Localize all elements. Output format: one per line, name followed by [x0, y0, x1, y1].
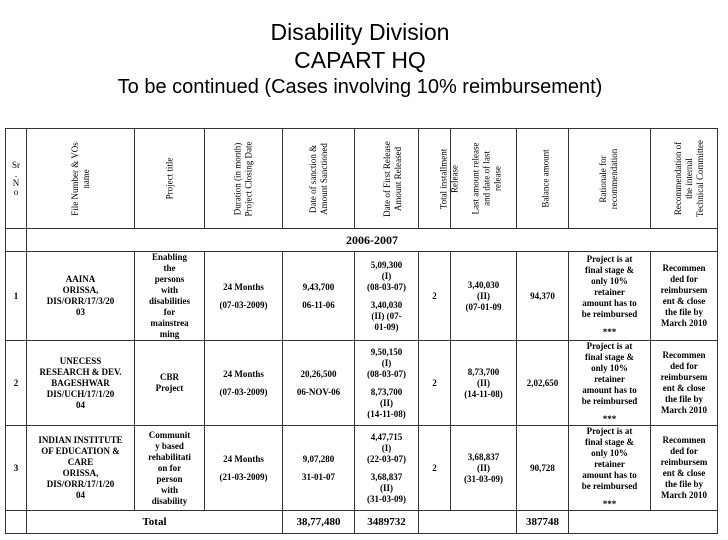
- project-title-line: the: [163, 263, 176, 273]
- sanction-date: 06-NOV-06: [296, 386, 341, 397]
- cell-file-number: [27, 341, 135, 426]
- file-number-line: CARE: [67, 457, 94, 467]
- header-last-amount-line: and date of last: [481, 151, 492, 206]
- recommendation-line: the file by: [665, 479, 703, 489]
- first-release-a-line: (22-03-07): [367, 453, 406, 464]
- recommendation-line: reimbursem: [660, 372, 708, 382]
- cell-sr-no: 2: [6, 341, 27, 426]
- file-number-line: 04: [76, 490, 85, 500]
- rationale-mark: ***: [602, 414, 617, 424]
- header-total-installment-line: Total installment: [438, 148, 449, 209]
- project-title-line: CBR: [159, 372, 179, 382]
- recommendation-line: reimbursem: [660, 457, 708, 467]
- header-rationale-line: Rationale for: [598, 154, 609, 203]
- recommendation-line: ent & close: [662, 383, 706, 393]
- first-release-b-line: 3,68,837: [370, 471, 403, 482]
- cell-sr-no: 1: [6, 252, 27, 341]
- spacer: [205, 293, 282, 300]
- duration-months: 24 Months: [223, 453, 264, 464]
- cell-rationale: [569, 426, 651, 511]
- rationale-line: amount has to: [582, 298, 637, 308]
- cell-first-release: [355, 426, 419, 511]
- recommendation-line: ded for: [670, 274, 698, 284]
- spacer: [569, 492, 650, 499]
- rationale-line: amount has to: [582, 470, 637, 480]
- header-project-title-line: Project title: [164, 157, 174, 200]
- rationale-line: Project is at: [586, 426, 633, 436]
- cell-duration: [205, 426, 283, 511]
- last-release-line: 3,68,837: [467, 451, 500, 462]
- last-release-line: 3,40,030: [467, 279, 500, 290]
- cell-rationale: [569, 252, 651, 341]
- first-release-a-line: (08-03-07): [367, 281, 406, 292]
- table-row: [6, 341, 718, 426]
- file-number-line: RESEARCH & DEV.: [39, 366, 122, 377]
- header-last-amount-line: release: [492, 166, 503, 191]
- cell-recommendation: [651, 252, 718, 341]
- total-label: Total: [27, 511, 283, 534]
- rationale-line: Project is at: [586, 341, 633, 351]
- first-release-b-line: (14-11-08): [367, 408, 406, 419]
- spacer: [355, 465, 418, 472]
- recommendation-line: Recommen: [662, 263, 706, 273]
- file-number-line: 03: [76, 307, 85, 317]
- header-rationale: [569, 129, 651, 229]
- recommendation-line: reimbursem: [660, 285, 708, 295]
- rationale-line: only 10%: [591, 363, 628, 373]
- rationale-line: Project is at: [586, 254, 633, 264]
- file-number-line: INDIAN INSTITUTE: [38, 435, 123, 445]
- spacer: [205, 465, 282, 472]
- duration-months: 24 Months: [223, 368, 264, 379]
- file-number-line: ORISSA,: [62, 468, 99, 478]
- cases-table: [5, 128, 718, 534]
- recommendation-line: March 2010: [660, 490, 708, 500]
- sanction-amount: 9,43,700: [302, 281, 335, 292]
- spacer: [205, 380, 282, 387]
- cell-first-release: [355, 252, 419, 341]
- header-recommendation: [651, 129, 718, 229]
- recommendation-line: March 2010: [660, 318, 708, 328]
- header-project-title: [135, 129, 205, 229]
- sanction-date: 31-01-07: [302, 471, 335, 482]
- rationale-mark: ***: [602, 327, 617, 337]
- first-release-b-line: (II) (07-: [371, 310, 402, 321]
- total-row: [6, 511, 718, 534]
- recommendation-line: the file by: [665, 394, 703, 404]
- total-sanctioned: 38,77,480: [283, 511, 355, 534]
- title-office: CAPART HQ: [294, 47, 426, 73]
- file-number-line: 04: [76, 399, 85, 410]
- last-release-line: (07-01-09: [465, 301, 502, 312]
- rationale-line: retainer: [594, 374, 625, 384]
- header-last-amount: [451, 129, 517, 229]
- sanction-date: 06-11-06: [302, 299, 335, 310]
- header-total-installment-line: Release: [449, 164, 460, 193]
- header-first-release-line: Amount Released: [392, 146, 403, 211]
- total-blank-cell: [419, 511, 517, 534]
- rationale-mark: ***: [602, 499, 617, 509]
- file-number-line: ORISSA,: [62, 285, 99, 295]
- project-title-line: disabilities: [148, 296, 190, 306]
- project-title-line: y based: [155, 440, 184, 451]
- rationale-line: be reimbursed: [581, 396, 638, 406]
- closing-date: (21-03-2009): [219, 471, 268, 482]
- duration-months: 24 Months: [223, 281, 264, 292]
- cell-sanction: [283, 252, 355, 341]
- first-release-a-line: 5,09,300: [370, 259, 403, 270]
- recommendation-line: Recommen: [662, 350, 706, 360]
- rationale-line: retainer: [594, 287, 625, 297]
- total-blank-cell: [569, 511, 718, 534]
- project-title-line: Communit: [148, 429, 191, 440]
- cell-last-release: [451, 341, 517, 426]
- first-release-a-line: (I): [381, 357, 392, 368]
- project-title-line: ming: [159, 329, 180, 339]
- cell-balance: 2,02,650: [517, 341, 569, 426]
- spacer: [283, 293, 354, 300]
- sanction-amount: 20,26,500: [300, 368, 337, 379]
- header-duration-line: Project Closing Date: [243, 141, 254, 216]
- first-release-b-line: 8,73,700: [370, 386, 403, 397]
- project-title-line: Enabling: [151, 252, 188, 262]
- header-sr-no-part: N: [12, 177, 20, 188]
- rationale-line: final stage &: [585, 437, 634, 447]
- header-sr-no-part: .: [14, 168, 18, 179]
- title-division: Disability Division: [270, 19, 450, 45]
- first-release-a-line: (I): [381, 270, 392, 281]
- year-label: 2006-2007: [27, 229, 718, 252]
- header-duration: [205, 129, 283, 229]
- title-subtitle: To be continued (Cases involving 10% reimbursement): [117, 76, 603, 98]
- project-title-line: disability: [151, 495, 188, 506]
- first-release-b-line: (31-03-09): [367, 493, 406, 504]
- recommendation-line: ent & close: [662, 296, 706, 306]
- header-file-number: [27, 129, 135, 229]
- year-blank-cell: [6, 229, 27, 252]
- last-release-line: (II): [477, 290, 490, 301]
- file-number-line: UNECESS: [59, 355, 102, 366]
- spacer: [283, 380, 354, 387]
- file-number-line: AAINA: [65, 274, 96, 284]
- project-title-line: Project: [155, 383, 184, 393]
- header-sr-no-part: o: [13, 186, 19, 197]
- last-release-line: 8,73,700: [467, 366, 500, 377]
- header-total-installment: [419, 129, 460, 229]
- recommendation-line: March 2010: [660, 405, 708, 415]
- cell-installments: 2: [419, 426, 451, 511]
- header-first-release: [355, 129, 419, 229]
- first-release-b-line: 3,40,030: [370, 299, 403, 310]
- spacer: [569, 407, 650, 414]
- header-balance-line: Balance amount: [540, 149, 551, 208]
- rationale-line: final stage &: [585, 352, 634, 362]
- project-title-line: person: [156, 473, 183, 484]
- cell-project-title: [135, 341, 205, 426]
- cell-last-release: [451, 426, 517, 511]
- rationale-line: be reimbursed: [581, 481, 638, 491]
- header-rationale-line: recommendation: [609, 148, 620, 209]
- first-release-a-line: 9,50,150: [370, 346, 403, 357]
- cell-rationale: [569, 341, 651, 426]
- rationale-line: only 10%: [591, 276, 628, 286]
- file-number-line: DIS/ORR/17/1/20: [46, 479, 115, 489]
- recommendation-line: ded for: [670, 446, 698, 456]
- header-recommendation-line: the internal: [684, 158, 695, 199]
- total-balance: 387748: [517, 511, 569, 534]
- cell-sanction: [283, 426, 355, 511]
- last-release-line: (31-03-09): [464, 473, 503, 484]
- spacer: [569, 320, 650, 327]
- header-last-amount-line: Last amount release: [470, 142, 481, 215]
- cell-project-title: [135, 426, 205, 511]
- header-sanction-line: Date of sanction &: [307, 144, 318, 213]
- rationale-line: only 10%: [591, 448, 628, 458]
- spacer: [355, 380, 418, 387]
- header-recommendation-line: Recommendation of: [673, 141, 684, 216]
- rationale-line: retainer: [594, 459, 625, 469]
- project-title-line: persons: [154, 274, 185, 284]
- cell-last-release: [451, 252, 517, 341]
- first-release-b-line: (II): [380, 482, 393, 493]
- cell-balance: 90,728: [517, 426, 569, 511]
- header-file-number-line: File Number & VOs: [69, 141, 80, 216]
- table-row: [6, 426, 718, 511]
- first-release-a-line: 4,47,715: [370, 431, 403, 442]
- rationale-line: be reimbursed: [581, 309, 638, 319]
- cell-project-title: [135, 252, 205, 341]
- header-sr-no: [6, 129, 27, 229]
- last-release-line: (II): [477, 462, 490, 473]
- cell-file-number: [27, 252, 135, 341]
- cell-file-number: [27, 426, 135, 511]
- rationale-line: final stage &: [585, 265, 634, 275]
- total-released: 3489732: [355, 511, 419, 534]
- first-release-a-line: (08-03-07): [367, 368, 406, 379]
- cell-installments: 2: [419, 252, 451, 341]
- first-release-b-line: 01-09): [374, 321, 399, 332]
- cell-sr-no: 3: [6, 426, 27, 511]
- closing-date: (07-03-2009): [219, 386, 268, 397]
- year-row: [6, 229, 718, 252]
- cell-recommendation: [651, 426, 718, 511]
- file-number-line: BAGESHWAR: [51, 377, 110, 388]
- cell-duration: [205, 252, 283, 341]
- first-release-a-line: (I): [381, 442, 392, 453]
- closing-date: (07-03-2009): [219, 299, 268, 310]
- recommendation-line: ent & close: [662, 468, 706, 478]
- file-number-line: OF EDUCATION &: [41, 446, 120, 456]
- project-title-line: for: [163, 307, 176, 317]
- last-release-line: (14-11-08): [464, 388, 503, 399]
- recommendation-line: the file by: [665, 307, 703, 317]
- spacer: [355, 293, 418, 300]
- cell-balance: 94,370: [517, 252, 569, 341]
- table-row: [6, 252, 718, 341]
- title-block: [0, 18, 720, 100]
- project-title-line: rehabilitati: [148, 451, 191, 462]
- total-blank-cell: [6, 511, 27, 534]
- spacer: [283, 465, 354, 472]
- header-duration-line: Duration (in month): [232, 142, 243, 215]
- header-row: [6, 129, 718, 229]
- project-title-line: with: [160, 484, 178, 495]
- header-first-release-line: Date of First Release: [381, 140, 392, 217]
- recommendation-line: ded for: [670, 361, 698, 371]
- header-sanction-line: Amount Sanctioned: [318, 142, 329, 215]
- file-number-line: DIS/UCH/17/1/20: [46, 388, 115, 399]
- header-file-number-line: name: [80, 168, 91, 189]
- header-balance: [517, 129, 569, 229]
- cell-first-release: [355, 341, 419, 426]
- cell-sanction: [283, 341, 355, 426]
- header-sr-no-part: Sr: [11, 159, 20, 170]
- project-title-line: on for: [157, 462, 182, 473]
- file-number-line: DIS/ORR/17/3/20: [46, 296, 115, 306]
- cell-duration: [205, 341, 283, 426]
- first-release-b-line: (II): [380, 397, 393, 408]
- cell-installments: 2: [419, 341, 451, 426]
- header-sanction: [283, 129, 355, 229]
- last-release-line: (II): [477, 377, 490, 388]
- project-title-line: with: [160, 285, 178, 295]
- recommendation-line: Recommen: [662, 435, 706, 445]
- sanction-amount: 9,07,280: [302, 453, 335, 464]
- cell-recommendation: [651, 341, 718, 426]
- project-title-line: mainstrea: [150, 318, 189, 328]
- rationale-line: amount has to: [582, 385, 637, 395]
- header-recommendation-line: Technical Committee: [695, 139, 706, 218]
